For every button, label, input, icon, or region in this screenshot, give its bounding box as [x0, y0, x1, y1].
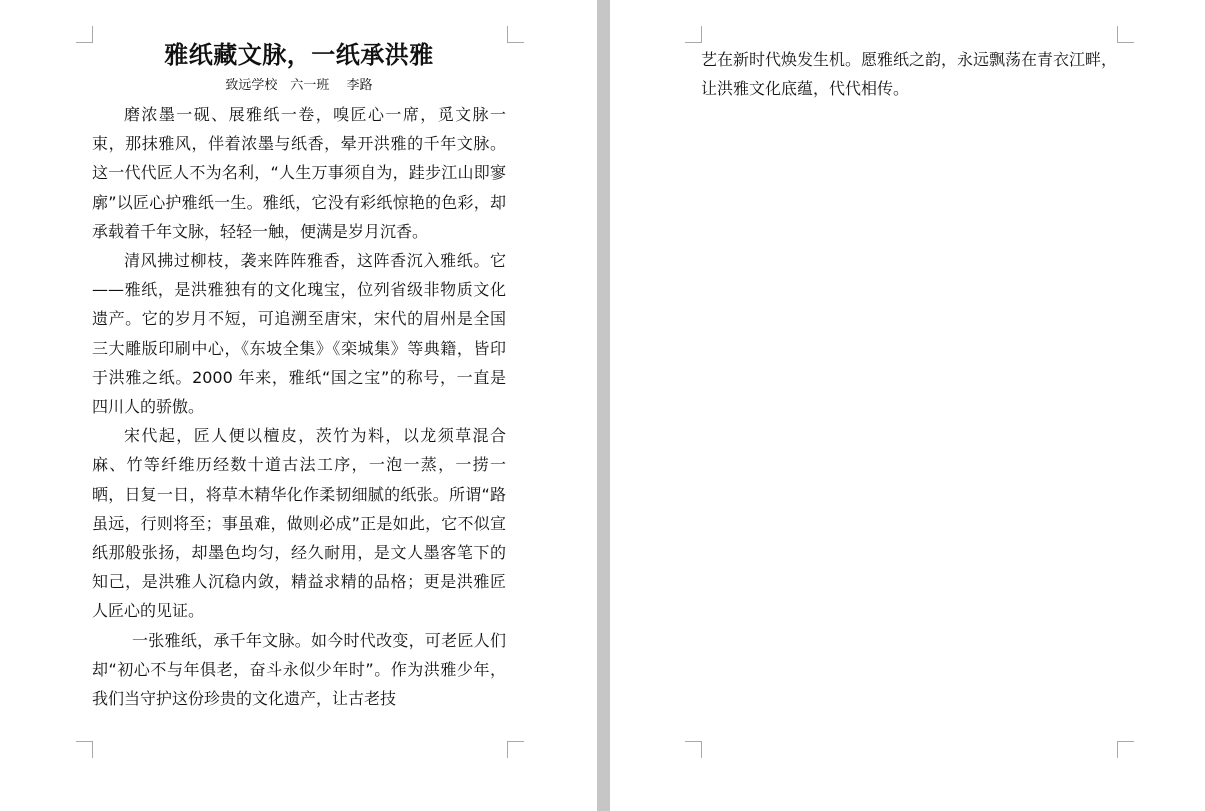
page-1-body[interactable]: [92, 38, 506, 713]
paragraph: 艺在新时代焕发生机。愿雅纸之韵，永远飘荡在青衣江畔，让洪雅文化底蕴，代代相传。: [701, 50, 1118, 99]
paragraph: 磨浓墨一砚、展雅纸一卷，嗅匠心一席，觅文脉一束，那抹雅风，伴着浓墨与纸香，晕开洪雅的千年文脉。这一代代匠人不为名利，“人生万事须自为，跬步江山即寥廓”以匠心护雅纸一生。雅纸，它没有彩纸惊艳的色彩，却承载着千年文脉，轻轻一触，便满是岁月沉香。: [92, 105, 506, 241]
paragraph: 一张雅纸，承千年文脉。如今时代改变，可老匠人们却“初心不与年俱老，奋斗永似少年时”。作为洪雅少年，我们当守护这份珍贵的文化遗产，让古老技: [92, 630, 506, 709]
corner-mark-bottom-left: [685, 741, 702, 758]
paragraph: 清风拂过柳枝，袭来阵阵雅香，这阵香沉入雅纸。它——雅纸，是洪雅独有的文化瑰宝，位列省级非物质文化遗产。它的岁月不短，可追溯至唐宋，宋代的眉州是全国三大雕版印刷中心，《东坡全集》《栾城集》等典籍，皆印于洪雅之纸。2000 年来，雅纸“国之宝”的称号，一直是四川人的骄傲。: [92, 251, 506, 417]
corner-mark-top-right: [507, 26, 524, 43]
corner-mark-bottom-right: [1117, 741, 1134, 758]
corner-mark-top-left: [76, 26, 93, 43]
document-title: 雅纸藏文脉，一纸承洪雅: [164, 40, 434, 69]
corner-mark-bottom-left: [76, 741, 93, 758]
corner-mark-top-left: [685, 26, 702, 43]
page-gutter: [597, 0, 610, 811]
paragraph: 宋代起，匠人便以檀皮，茨竹为料，以龙须草混合麻、竹等纤维历经数十道古法工序，一泡一蒸，一捞一晒，日复一日，将草木精华化作柔韧细腻的纸张。所谓“路虽远，行则将至；事虽难，做则必成”正是如此，它不似宣纸那般张扬，却墨色均匀，经久耐用，是文人墨客笔下的知己，是洪雅人沉稳内敛，精益求精的品格；更是洪雅匠人匠心的见证。: [92, 426, 506, 621]
page-2[interactable]: [610, 0, 1205, 811]
corner-mark-bottom-right: [507, 741, 524, 758]
page-2-body[interactable]: [701, 45, 1117, 103]
author-byline: 致远学校 六一班 李路: [225, 78, 373, 93]
corner-mark-top-right: [1117, 26, 1134, 43]
